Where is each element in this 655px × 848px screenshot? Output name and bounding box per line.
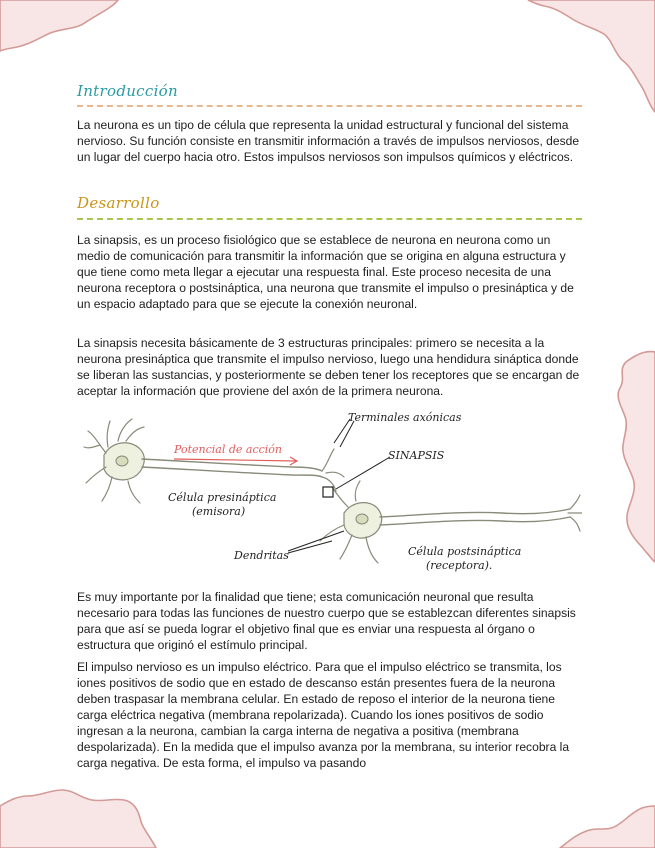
label-postsinaptica: Célula postsináptica [408, 545, 522, 558]
paragraph: El impulso nervioso es un impulso eléctrico. Para que el impulso eléctrico se transmita, los iones positivos de sodio que en estado de descanso están presentes fuera de la neurona deben traspasar la membrana celular. En estado de reposo el interior de la neurona tiene carga eléctrica negativa (membrana repolarizada). Cuando los iones positivos de sodio ingresan a la neurona, cambian la carga interna de negativa a positiva (membrana despolarizada). En la medida que el impulso avanza por la membrana, su interior recobra la carga negativa. De esta forma, el impulso va pasando [77, 660, 570, 770]
bottom-right-blob [560, 806, 655, 848]
heading-divider [77, 105, 582, 107]
paragraph: Es muy importante por la finalidad que tiene; esta comunicación neuronal que resulta necesario para todas las funciones de nuestro cuerpo que se establezcan diferentes sinapsis para que así se pueda lograr el objetivo final que es enviar una respuesta al órgano o estructura que originó el estímulo principal. [77, 590, 576, 652]
heading-divider [77, 218, 582, 220]
label-terminales: Terminales axónicas [348, 411, 462, 424]
label-potencial: Potencial de acción [174, 443, 282, 456]
postsynaptic-axon [380, 509, 570, 517]
label-dendritas: Dendritas [234, 549, 289, 562]
label-sinapsis: SINAPSIS [388, 449, 445, 462]
label-presinaptica-sub: (emisora) [192, 505, 246, 518]
paragraph: La sinapsis, es un proceso fisiológico que se establece de neurona en neurona como un medio de comunicación para transmitir la información que se origina en alguna estructura y que tiene como meta llegar a ejecutar una respuesta final. Este proceso necesita de una neurona receptora o postsináptica, una neurona que transmite el impulso o presináptica y de un espacio adaptado para que se ejecute la conexión neuronal. [77, 233, 574, 311]
section-heading-introduction: Introducción [77, 82, 178, 100]
paragraph: La neurona es un tipo de célula que representa la unidad estructural y funcional del sistema nervioso. Su función consiste en transmitir información a través de impulsos nerviosos, desde un lugar del cuerpo hacia otro. Estos impulsos nerviosos son impulsos químicos y eléctricos. [77, 118, 580, 164]
bottom-left-blob [0, 790, 156, 848]
action-potential-arrow [174, 459, 296, 461]
label-presinaptica: Célula presináptica [168, 491, 277, 504]
top-left-blob [0, 0, 118, 51]
top-right-blob [528, 0, 655, 112]
section-heading-development: Desarrollo [77, 194, 160, 212]
synapse-marker [323, 487, 333, 497]
right-middle-blob [618, 352, 655, 562]
label-postsinaptica-sub: (receptora). [426, 559, 493, 572]
paragraph: La sinapsis necesita básicamente de 3 estructuras principales: primero se necesita a la neurona presináptica que transmite el impulso nervioso, luego una hendidura sináptica donde se liberan las sustancias, y posteriormente se deben tener los receptores que se encargan de aceptar la información que proviene del axón de la primera neurona. [77, 336, 580, 398]
synapse-diagram [82, 403, 582, 583]
axon-terminals [322, 449, 344, 491]
